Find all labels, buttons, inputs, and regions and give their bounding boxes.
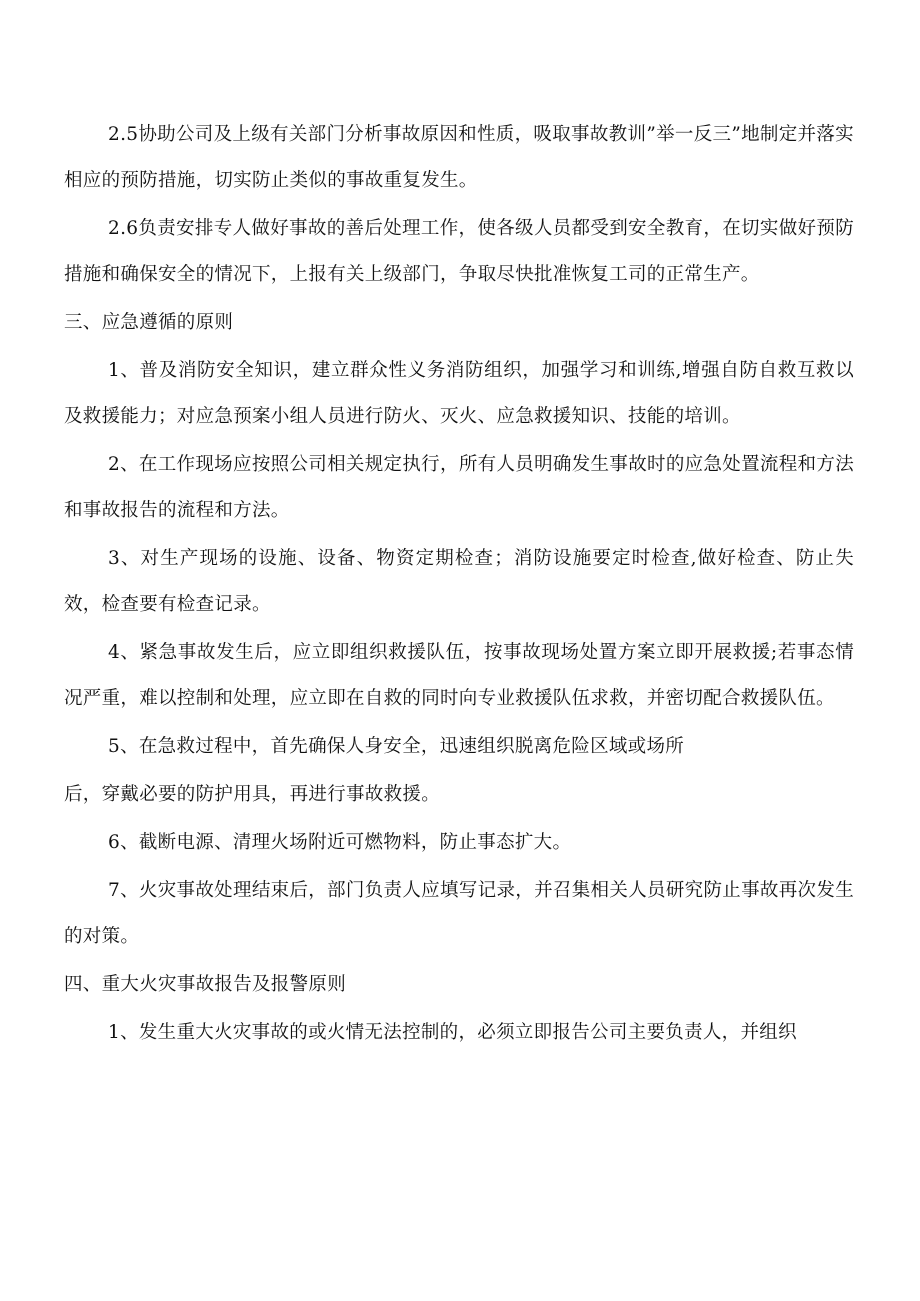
paragraph-3-4: 4、紧急事故发生后，应立即组织救援队伍，按事故现场处置方案立即开展救援;若事态情况严重，难以控制和处理，应立即在自救的同时向专业救援队伍求救，并密切配合救援队伍。 — [64, 642, 854, 709]
section-heading-4: 四、重大火灾事故报告及报警原则 — [64, 974, 347, 995]
paragraph-3-3: 3、对生产现场的设施、设备、物资定期检查；消防设施要定时检查,做好检查、防止失效，检查要有检查记录。 — [64, 548, 854, 615]
paragraph-3-1: 1、普及消防安全知识，建立群众性义务消防组织，加强学习和训练,增强自防自救互救以及救援能力；对应急预案小组人员进行防火、灭火、应急救援知识、技能的培训。 — [64, 360, 854, 427]
paragraph-3-2: 2、在工作现场应按照公司相关规定执行，所有人员明确发生事故时的应急处置流程和方法和事故报告的流程和方法。 — [64, 454, 854, 521]
paragraph-2-5: 2.5协助公司及上级有关部门分析事故原因和性质，吸取事故教训”举一反三”地制定并落实相应的预防措施，切实防止类似的事故重复发生。 — [64, 124, 854, 191]
document-body — [64, 112, 854, 1056]
paragraph-3-5: 5、在急救过程中，首先确保人身安全，迅速组织脱离危险区域或场所 — [108, 736, 685, 757]
paragraph-2-6: 2.6负责安排专人做好事故的善后处理工作，使各级人员都受到安全教育，在切实做好预防措施和确保安全的情况下，上报有关上级部门，争取尽快批准恢复工司的正常生产。 — [64, 218, 854, 285]
paragraph-3-6: 6、截断电源、清理火场附近可燃物料，防止事态扩大。 — [108, 832, 572, 853]
paragraph-4-1: 1、发生重大火灾事故的或火情无法控制的，必须立即报告公司主要负责人，并组织 — [108, 1022, 797, 1043]
paragraph-3-5-continued: 后，穿戴必要的防护用具，再进行事故救援。 — [64, 784, 441, 805]
section-heading-3: 三、应急遵循的原则 — [64, 312, 234, 333]
paragraph-3-7: 7、火灾事故处理结束后，部门负责人应填写记录，并召集相关人员研究防止事故再次发生的对策。 — [64, 880, 854, 947]
